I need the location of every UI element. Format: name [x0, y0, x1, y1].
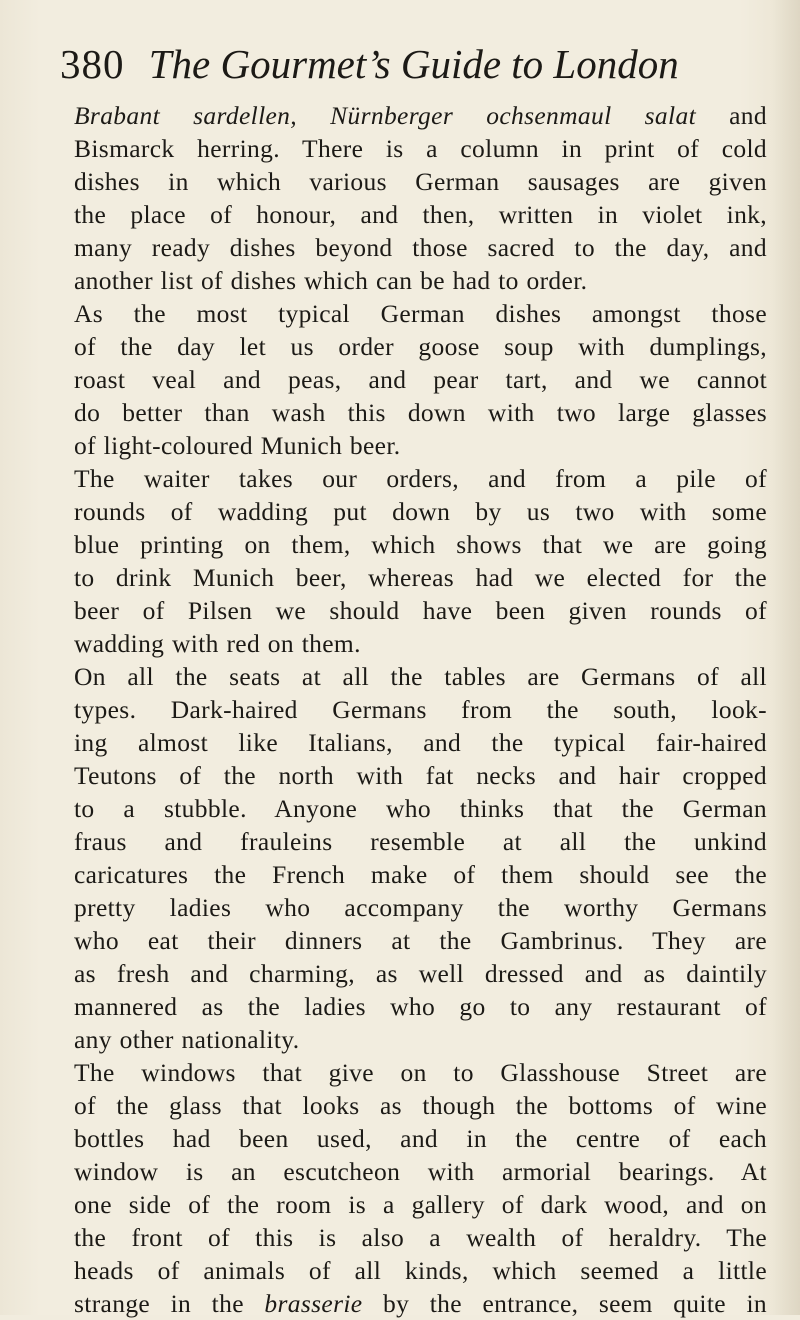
- text-line: [74, 1254, 767, 1287]
- text-run: Bismarck herring. There is a column in print of cold: [74, 134, 767, 163]
- text-run: roast veal and peas, and pear tart, and we cannot: [74, 365, 767, 394]
- text-run: The windows that give on to Glasshouse Street are: [74, 1058, 767, 1087]
- text-line: [74, 726, 767, 759]
- text-line: [74, 627, 767, 660]
- running-header: [60, 34, 760, 94]
- text-line: [74, 759, 767, 792]
- text-run: heads of animals of all kinds, which seemed a little: [74, 1256, 767, 1285]
- text-run: do better than wash this down with two large glasses: [74, 398, 767, 427]
- text-line: [74, 297, 767, 330]
- text-line: [74, 561, 767, 594]
- text-line: [74, 330, 767, 363]
- text-line: [74, 462, 767, 495]
- text-run: types. Dark-haired Germans from the south, look-: [74, 695, 767, 724]
- text-run: the place of honour, and then, written in violet ink,: [74, 200, 767, 229]
- text-line: [74, 363, 767, 396]
- text-run: caricatures the French make of them should see the: [74, 860, 767, 889]
- page-edge-shadow: [772, 0, 800, 1315]
- text-line: [74, 198, 767, 231]
- text-line: [74, 660, 767, 693]
- text-run: On all the seats at all the tables are Germans of all: [74, 662, 767, 691]
- text-line: [74, 1023, 767, 1056]
- text-run: any other nationality.: [74, 1025, 300, 1054]
- text-run: pretty ladies who accompany the worthy Germans: [74, 893, 767, 922]
- text-run: another list of dishes which can be had to order.: [74, 266, 588, 295]
- text-run: to a stubble. Anyone who thinks that the German: [74, 794, 767, 823]
- text-run: fraus and frauleins resemble at all the unkind: [74, 827, 767, 856]
- text-run: The waiter takes our orders, and from a pile of: [74, 464, 767, 493]
- text-line: [74, 792, 767, 825]
- text-run: the front of this is also a wealth of heraldry. The: [74, 1223, 767, 1252]
- text-run: by the entrance, seem quite in: [362, 1289, 767, 1318]
- text-line: [74, 1155, 767, 1188]
- running-title: The Gourmet’s Guide to London: [148, 41, 679, 87]
- text-run: Teutons of the north with fat necks and hair cropped: [74, 761, 767, 790]
- text-run: As the most typical German dishes amongst those: [74, 299, 767, 328]
- text-run: window is an escutcheon with armorial bearings. At: [74, 1157, 767, 1186]
- text-line: [74, 858, 767, 891]
- text-run: mannered as the ladies who go to any restaurant of: [74, 992, 767, 1021]
- text-line: [74, 594, 767, 627]
- text-line: [74, 231, 767, 264]
- text-line: [74, 990, 767, 1023]
- text-line: [74, 1221, 767, 1254]
- body-text: [74, 99, 767, 1320]
- text-line: [74, 825, 767, 858]
- text-line: [74, 693, 767, 726]
- text-line: [74, 891, 767, 924]
- text-run: bottles had been used, and in the centre of each: [74, 1124, 767, 1153]
- text-run: ing almost like Italians, and the typical fair-haired: [74, 728, 767, 757]
- text-run: to drink Munich beer, whereas had we elected for the: [74, 563, 767, 592]
- text-run: who eat their dinners at the Gambrinus. They are: [74, 926, 767, 955]
- text-run: of light-coloured Munich beer.: [74, 431, 401, 460]
- text-line: [74, 132, 767, 165]
- text-run: of the glass that looks as though the bottoms of wine: [74, 1091, 767, 1120]
- text-line: [74, 99, 767, 132]
- text-line: [74, 165, 767, 198]
- text-line: [74, 1089, 767, 1122]
- text-line: [74, 264, 767, 297]
- italic-text-run: Brabant sardellen, Nürnberger ochsenmaul salat: [74, 101, 697, 130]
- text-run: rounds of wadding put down by us two with some: [74, 497, 767, 526]
- text-line: [74, 429, 767, 462]
- text-run: of the day let us order goose soup with dumplings,: [74, 332, 767, 361]
- text-run: many ready dishes beyond those sacred to the day, and: [74, 233, 767, 262]
- text-line: [74, 1188, 767, 1221]
- text-run: one side of the room is a gallery of dark wood, and on: [74, 1190, 767, 1219]
- text-line: [74, 396, 767, 429]
- text-line: [74, 1056, 767, 1089]
- text-run: strange in the: [74, 1289, 265, 1318]
- text-line: [74, 924, 767, 957]
- italic-text-run: brasserie: [264, 1289, 363, 1318]
- text-line: [74, 1122, 767, 1155]
- text-line: [74, 495, 767, 528]
- text-run: beer of Pilsen we should have been given rounds of: [74, 596, 767, 625]
- text-run: and: [696, 101, 768, 130]
- text-run: wadding with red on them.: [74, 629, 361, 658]
- text-run: dishes in which various German sausages are given: [74, 167, 767, 196]
- page-number: 380: [60, 41, 125, 87]
- text-run: as fresh and charming, as well dressed and as daintily: [74, 959, 767, 988]
- text-run: blue printing on them, which shows that we are going: [74, 530, 767, 559]
- text-line: [74, 528, 767, 561]
- text-line: [74, 957, 767, 990]
- text-line: [74, 1287, 767, 1320]
